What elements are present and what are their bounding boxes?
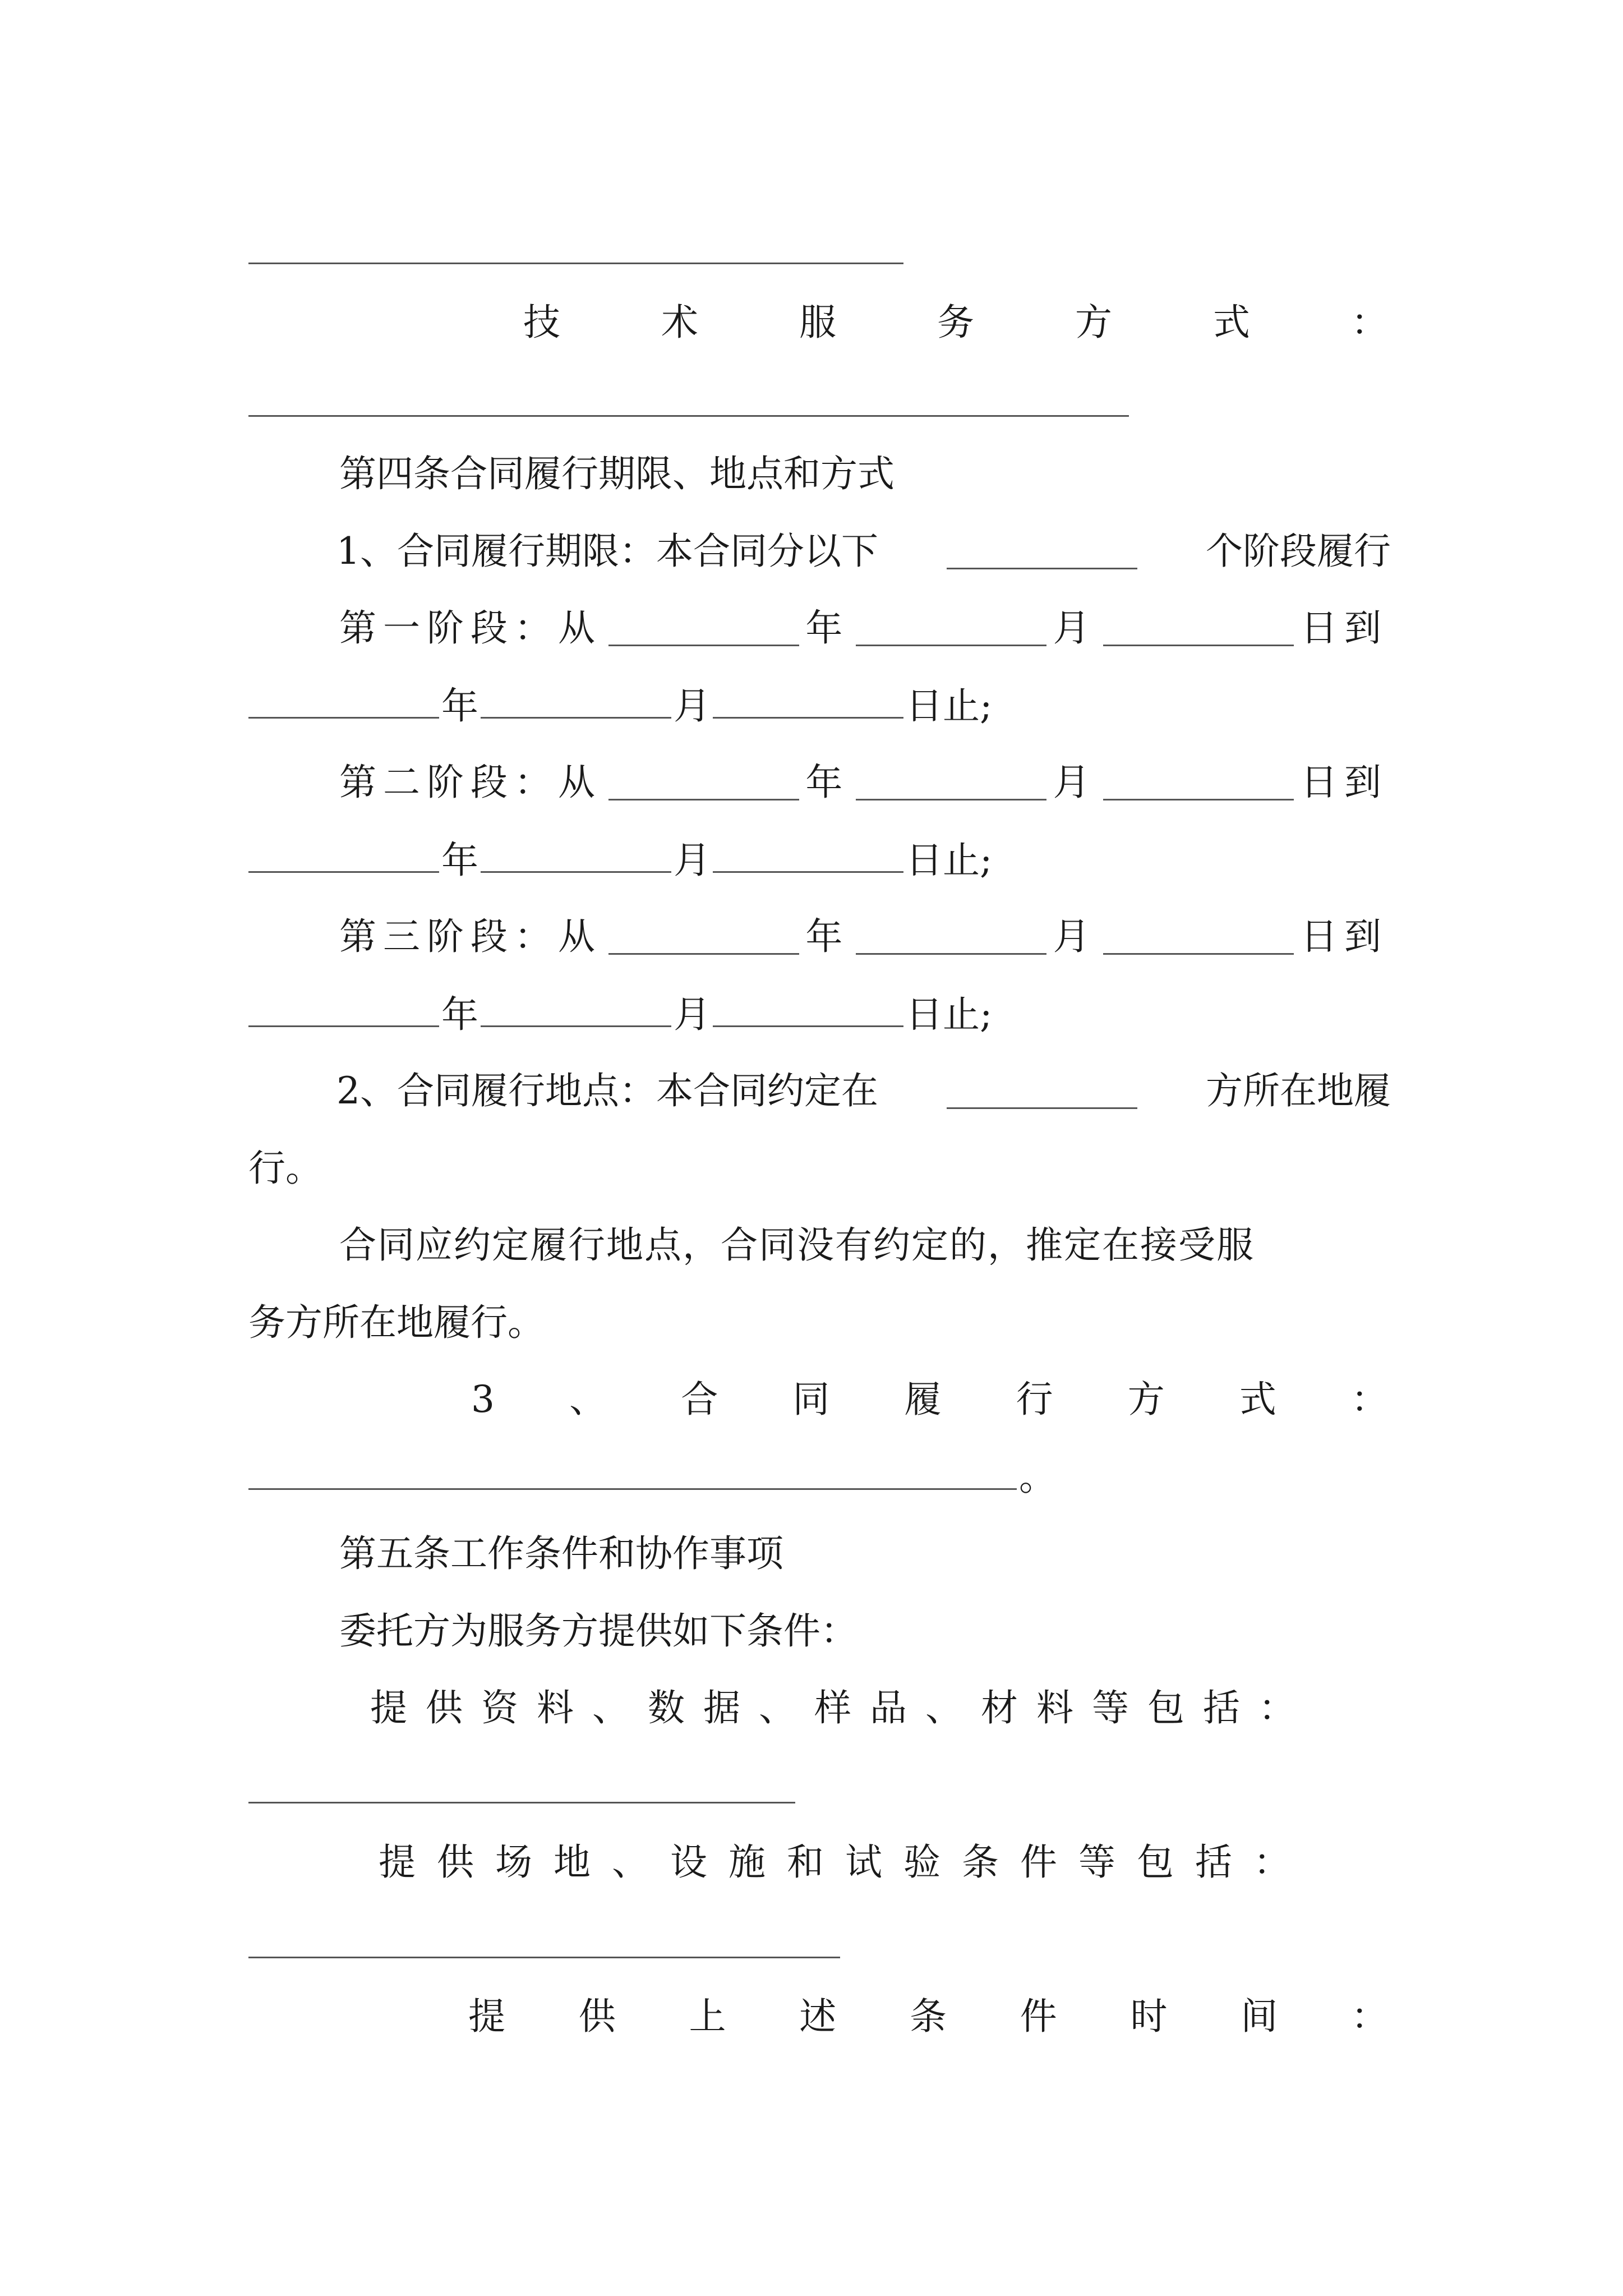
blank-field (248, 992, 439, 1027)
blank-field (713, 683, 903, 719)
place-line: 2、合同履行地点：本合同约定在 方所在地履 (336, 1069, 1391, 1112)
mode-blank-line: 。 (248, 1455, 1388, 1499)
blank-field (713, 838, 903, 873)
blank-field (1103, 919, 1294, 955)
blank-field (248, 838, 439, 873)
blank-field (608, 611, 799, 646)
stage-3-to: 年 月 日止; (248, 992, 1388, 1037)
stage-1-to: 年 月 日止; (248, 683, 1388, 728)
blank-field (1103, 611, 1294, 646)
article4-title: 第四条合同履行期限、地点和方式 (339, 452, 895, 495)
facilities-label: 提供场地、设施和试验条件等包括： (379, 1841, 1312, 1884)
blank-field (481, 683, 671, 719)
fill-blank-rule (248, 263, 903, 264)
blank-field (608, 765, 799, 800)
client-provides: 委托方为服务方提供如下条件： (339, 1609, 857, 1653)
stage-1-from: 第一阶段：从 年 月 日到 (339, 606, 1388, 650)
blank-field (481, 992, 671, 1027)
blank-field (248, 1455, 1017, 1490)
note-line-2: 务方所在地履行。 (248, 1301, 545, 1344)
blank-field (248, 683, 439, 719)
place-line-wrap: 行。 (248, 1147, 322, 1190)
article5-title: 第五条工作条件和协作事项 (339, 1532, 783, 1575)
blank-field (856, 765, 1046, 800)
term-line: 1、合同履行期限：本合同分以下 个阶段履行 (336, 530, 1391, 573)
stage-2-to: 年 月 日止; (248, 838, 1388, 882)
blank-field (856, 919, 1046, 955)
blank-field (947, 1074, 1137, 1109)
blank-field (608, 919, 799, 955)
blank-field (713, 992, 903, 1027)
stage-2-from: 第二阶段：从 年 月 日到 (339, 761, 1388, 804)
blank-field (481, 838, 671, 873)
blank-field (1103, 765, 1294, 800)
blank-field (947, 534, 1137, 569)
stage-3-from: 第三阶段：从 年 月 日到 (339, 915, 1388, 958)
provide-time-label: 提 供 上 述 条 件 时 间 ： (468, 1995, 1388, 2038)
tech-service-mode-label: 技 术 服 务 方 式 ： (523, 301, 1388, 344)
fill-blank-rule (248, 1957, 840, 1958)
materials-label: 提供资料、数据、样品、材料等包括： (370, 1686, 1314, 1729)
fill-blank-rule (248, 415, 1129, 417)
fill-blank-rule (248, 1802, 795, 1803)
blank-field (856, 611, 1046, 646)
mode-label: 3 、 合 同 履 行 方 式 ： (471, 1378, 1388, 1421)
note-line-1: 合同应约定履行地点，合同没有约定的，推定在接受服 (339, 1223, 1255, 1267)
